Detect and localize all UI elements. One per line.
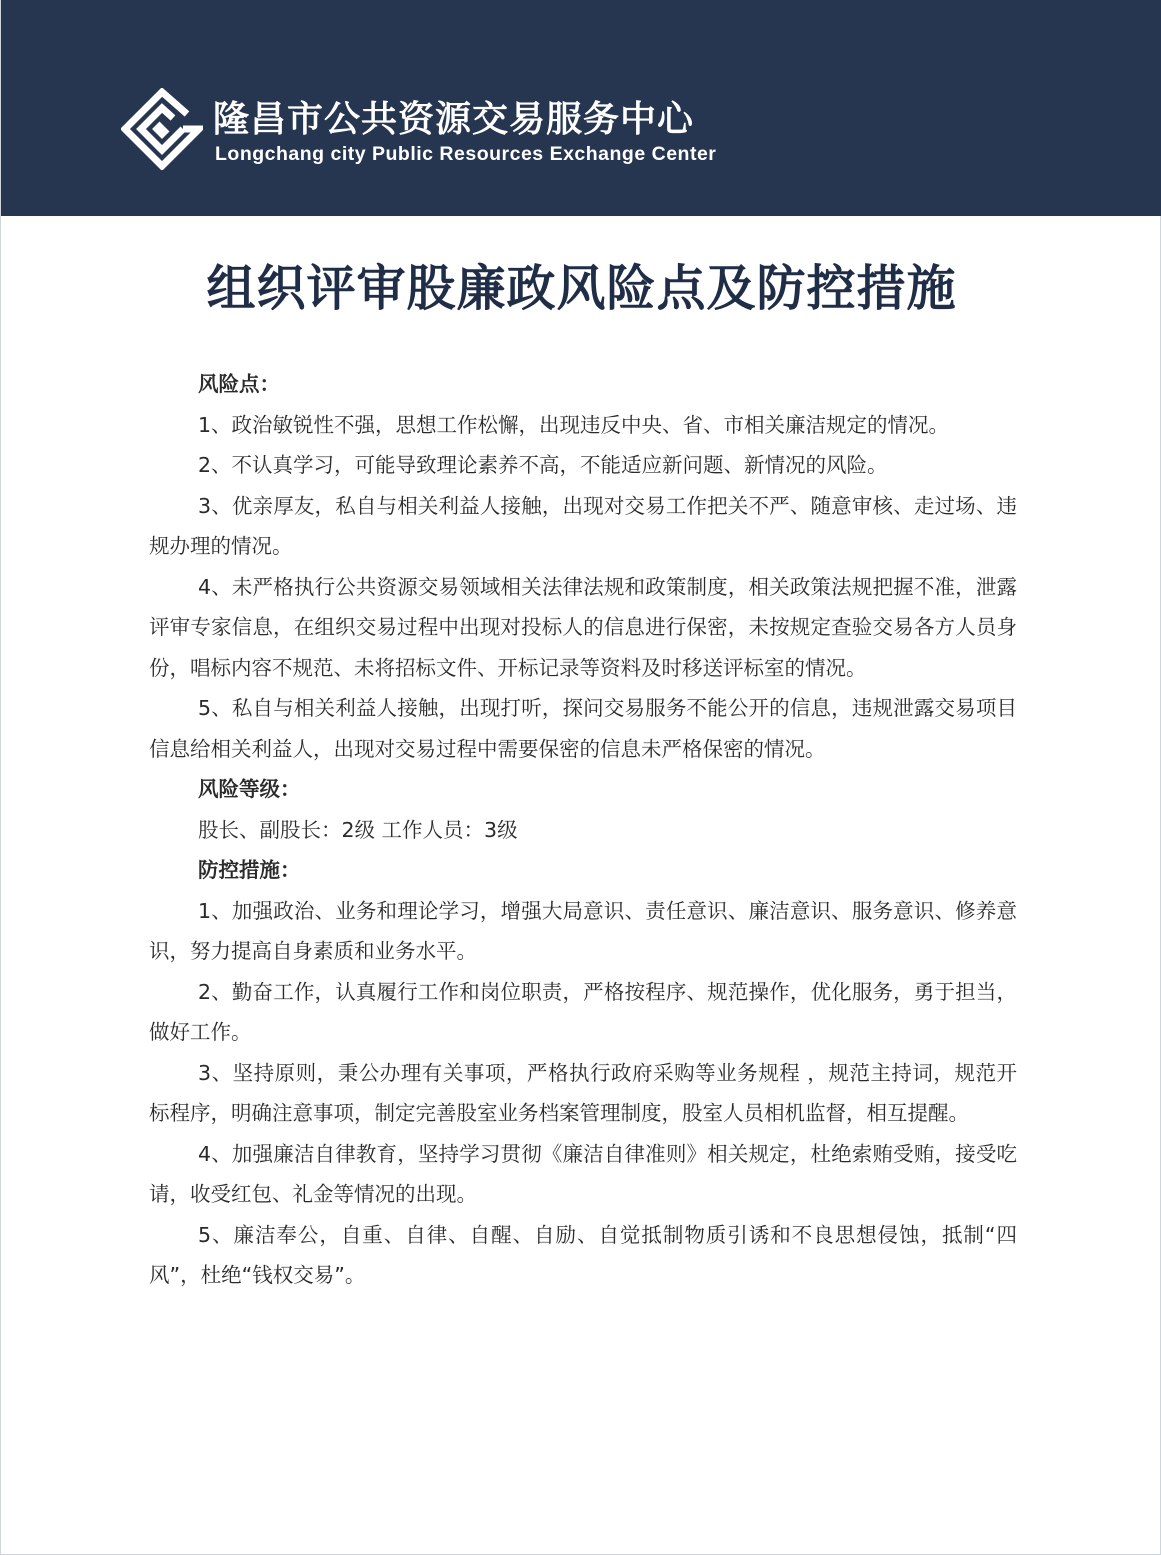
control-measure-item: 4、加强廉洁自律教育，坚持学习贯彻《廉洁自律准则》相关规定，杜绝索贿受贿，接受吃请，收受红包、礼金等情况的出现。 xyxy=(149,1141,1017,1206)
control-measure-item: 5、廉洁奉公，自重、自律、自醒、自励、自觉抵制物质引诱和不良思想侵蚀，抵制“四风”，杜绝“钱权交易”。 xyxy=(149,1222,1017,1287)
risk-point-item: 3、优亲厚友，私自与相关利益人接触，出现对交易工作把关不严、随意审核、走过场、违规办理的情况。 xyxy=(149,493,1017,558)
organization-name-cn: 隆昌市公共资源交易服务中心 xyxy=(213,99,695,140)
control-measure-item: 2、勤奋工作，认真履行工作和岗位职责，严格按程序、规范操作，优化服务，勇于担当，做好工作。 xyxy=(149,979,1017,1044)
risk-point-item: 5、私自与相关利益人接触，出现打听，探问交易服务不能公开的信息，违规泄露交易项目信息给相关利益人，出现对交易过程中需要保密的信息未严格保密的情况。 xyxy=(149,696,1017,761)
risk-point-item: 4、未严格执行公共资源交易领域相关法律法规和政策制度，相关政策法规把握不准，泄露评审专家信息，在组织交易过程中出现对投标人的信息进行保密，未按规定查验交易各方人员身份，唱标内容不规范、未将招标文件、开标记录等资料及时移送评标室的情况。 xyxy=(149,574,1017,680)
control-measures-heading: 防控措施： xyxy=(198,858,301,882)
control-measure-item: 3、坚持原则，秉公办理有关事项，严格执行政府采购等业务规程 ，规范主持词，规范开标程序，明确注意事项，制定完善股室业务档案管理制度，股室人员相机监督，相互提醒。 xyxy=(149,1060,1017,1125)
header-banner xyxy=(1,0,1161,216)
risk-level-heading: 风险等级： xyxy=(198,777,301,801)
organization-name-en: Longchang city Public Resources Exchange Center xyxy=(215,143,717,165)
diamond-spiral-logo-icon xyxy=(121,88,203,170)
risk-points-heading: 风险点： xyxy=(198,372,280,396)
risk-point-item: 2、不认真学习，可能导致理论素养不高，不能适应新问题、新情况的风险。 xyxy=(198,453,888,477)
control-measure-item: 1、加强政治、业务和理论学习，增强大局意识、责任意识、廉洁意识、服务意识、修养意识，努力提高自身素质和业务水平。 xyxy=(149,898,1017,963)
risk-point-item: 1、政治敏锐性不强，思想工作松懈，出现违反中央、省、市相关廉洁规定的情况。 xyxy=(198,412,950,437)
document-body xyxy=(149,364,1017,1296)
document-title: 组织评审股廉政风险点及防控措施 xyxy=(206,260,957,317)
risk-level-text: 股长、副股长：2级 工作人员：3级 xyxy=(198,817,518,842)
